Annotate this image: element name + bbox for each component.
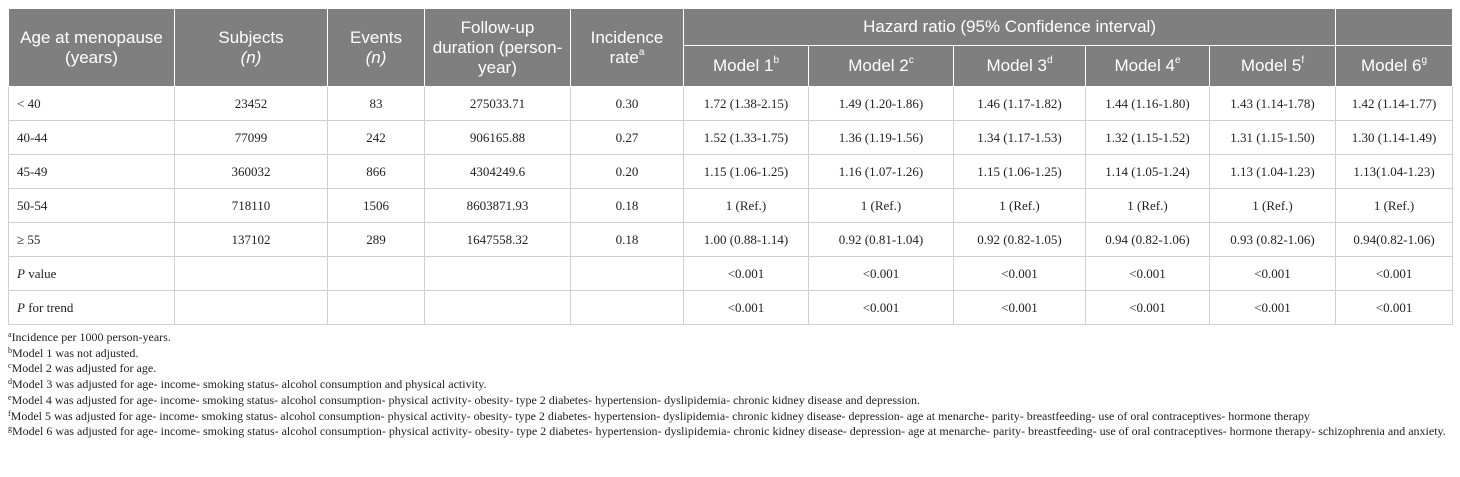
empty-cell	[425, 257, 571, 291]
model-2-cell: 1.36 (1.19-1.56)	[809, 121, 954, 155]
col-header-model-6	[1336, 46, 1453, 87]
col-header-followup-label: Follow-up duration (person-year)	[432, 17, 563, 77]
model-4-cell: 0.94 (0.82-1.06)	[1086, 223, 1210, 257]
table-row	[9, 223, 1453, 257]
model-3-footnote-mark: d	[1046, 55, 1053, 66]
events-cell: 866	[328, 155, 425, 189]
model-4-footnote-mark: e	[1174, 55, 1181, 66]
p-trend-label-p: P	[17, 299, 25, 315]
model-1-cell: 1.52 (1.33-1.75)	[684, 121, 809, 155]
footnote-a	[8, 330, 1452, 346]
col-header-model-1	[684, 46, 809, 87]
empty-cell	[571, 291, 684, 325]
subjects-cell: 718110	[175, 189, 328, 223]
model-1-cell: 1.15 (1.06-1.25)	[684, 155, 809, 189]
footnote-text: Model 5 was adjusted for age- income- smoking status- alcohol consumption- physical activity- obesity- type 2 diabetes- hypertension- dyslipidemia- chronic kidney disease- depression- age at menarche- parity- breastfeeding- use of oral contraceptives- hormone therapy	[10, 408, 1310, 423]
model-5-cell: 1 (Ref.)	[1210, 189, 1336, 223]
model-3-cell: 0.92 (0.82-1.05)	[954, 223, 1086, 257]
model-4-p-cell: <0.001	[1086, 257, 1210, 291]
footnote-f	[8, 409, 1452, 425]
model-2-trend-cell: <0.001	[809, 291, 954, 325]
model-5-p-cell: <0.001	[1210, 257, 1336, 291]
footnote-mark: c	[8, 361, 12, 371]
model-6-label: Model 6	[1361, 56, 1422, 75]
model-1-p-cell: <0.001	[684, 257, 809, 291]
model-3-cell: 1.15 (1.06-1.25)	[954, 155, 1086, 189]
footnote-mark: f	[8, 408, 11, 418]
results-table-container	[8, 8, 1452, 440]
model-6-p-cell: <0.001	[1336, 257, 1453, 291]
p-trend-row	[9, 291, 1453, 325]
footnote-text: Model 2 was adjusted for age.	[11, 361, 157, 376]
model-4-trend-cell: <0.001	[1086, 291, 1210, 325]
model-5-label: Model 5	[1240, 56, 1302, 75]
footnote-mark: a	[8, 330, 12, 339]
model-6-cell: 1.30 (1.14-1.49)	[1336, 121, 1453, 155]
model-5-footnote-mark: f	[1301, 55, 1305, 66]
age-cell: 45-49	[9, 155, 175, 189]
events-cell: 83	[328, 87, 425, 121]
footnote-e	[8, 393, 1452, 409]
age-cell: 50-54	[9, 189, 175, 223]
model-5-cell: 1.43 (1.14-1.78)	[1210, 87, 1336, 121]
footnote-c	[8, 361, 1452, 377]
col-header-incidence-label: Incidence rate	[590, 27, 664, 67]
col-header-model-3	[954, 46, 1086, 87]
subjects-cell: 77099	[175, 121, 328, 155]
col-header-followup	[425, 9, 571, 87]
footnote-b	[8, 346, 1452, 362]
model-3-cell: 1 (Ref.)	[954, 189, 1086, 223]
footnote-g	[8, 424, 1452, 440]
empty-cell	[328, 291, 425, 325]
subjects-cell: 23452	[175, 87, 328, 121]
followup-cell: 906165.88	[425, 121, 571, 155]
model-2-footnote-mark: c	[908, 55, 914, 66]
footnote-mark: b	[8, 345, 12, 355]
subjects-cell: 137102	[175, 223, 328, 257]
model-4-label: Model 4	[1114, 56, 1175, 75]
col-header-age-label: Age at menopause (years)	[20, 27, 163, 67]
footnote-d	[8, 377, 1452, 393]
footnote-mark: e	[8, 392, 12, 402]
col-header-model-5	[1210, 46, 1336, 87]
model-3-label: Model 3	[986, 56, 1047, 75]
table-row	[9, 121, 1453, 155]
model-6-cell: 1.42 (1.14-1.77)	[1336, 87, 1453, 121]
events-cell: 242	[328, 121, 425, 155]
age-cell: ≥ 55	[9, 223, 175, 257]
footnote-text: Model 4 was adjusted for age- income- smoking status- alcohol consumption- physical activity- obesity- type 2 diabetes- hypertension- dyslipidemia- chronic kidney disease and depression.	[11, 392, 921, 407]
followup-cell: 1647558.32	[425, 223, 571, 257]
incidence-cell: 0.27	[571, 121, 684, 155]
model-1-cell: 1.72 (1.38-2.15)	[684, 87, 809, 121]
footnote-text: Model 6 was adjusted for age- income- smoking status- alcohol consumption- physical activity- obesity- type 2 diabetes- hypertension- dyslipidemia- chronic kidney disease- depression- age at menarche- parity- breastfeeding- use of oral contraceptives- hormone therapy- schizophrenia and anxiety.	[12, 424, 1446, 439]
col-header-hazard-ratio	[684, 9, 1336, 46]
model-6-cell: 0.94(0.82-1.06)	[1336, 223, 1453, 257]
followup-cell: 8603871.93	[425, 189, 571, 223]
model-1-trend-cell: <0.001	[684, 291, 809, 325]
events-cell: 289	[328, 223, 425, 257]
model-3-p-cell: <0.001	[954, 257, 1086, 291]
empty-cell	[175, 257, 328, 291]
model-5-trend-cell: <0.001	[1210, 291, 1336, 325]
followup-cell: 4304249.6	[425, 155, 571, 189]
events-cell: 1506	[328, 189, 425, 223]
model-2-label: Model 2	[848, 56, 909, 75]
model-5-cell: 0.93 (0.82-1.06)	[1210, 223, 1336, 257]
model-5-cell: 1.13 (1.04-1.23)	[1210, 155, 1336, 189]
footnotes	[8, 330, 1452, 440]
age-cell: < 40	[9, 87, 175, 121]
empty-cell	[571, 257, 684, 291]
table-row	[9, 189, 1453, 223]
col-header-events-unit: (n)	[365, 47, 387, 67]
followup-cell: 275033.71	[425, 87, 571, 121]
footnote-mark: d	[8, 377, 12, 387]
subjects-cell: 360032	[175, 155, 328, 189]
model-6-cell: 1 (Ref.)	[1336, 189, 1453, 223]
model-2-cell: 1 (Ref.)	[809, 189, 954, 223]
col-header-hazard-ratio-label: Hazard ratio (95% Confidence interval)	[863, 17, 1156, 36]
model-4-cell: 1.14 (1.05-1.24)	[1086, 155, 1210, 189]
model-3-cell: 1.46 (1.17-1.82)	[954, 87, 1086, 121]
p-value-row	[9, 257, 1453, 291]
model-6-footnote-mark: g	[1421, 55, 1428, 66]
col-header-subjects-label: Subjects	[218, 27, 284, 47]
model-4-cell: 1.44 (1.16-1.80)	[1086, 87, 1210, 121]
col-header-subjects	[175, 9, 328, 87]
footnote-mark: g	[8, 424, 12, 434]
model-6-trend-cell: <0.001	[1336, 291, 1453, 325]
footnote-text: Incidence per 1000 person-years.	[11, 330, 171, 344]
model-3-trend-cell: <0.001	[954, 291, 1086, 325]
col-header-blank	[1336, 9, 1453, 46]
empty-cell	[175, 291, 328, 325]
col-header-incidence-footnote-mark: a	[638, 46, 645, 58]
empty-cell	[328, 257, 425, 291]
p-value-label	[9, 257, 175, 291]
model-2-cell: 1.49 (1.20-1.86)	[809, 87, 954, 121]
col-header-model-2	[809, 46, 954, 87]
col-header-age	[9, 9, 175, 87]
p-value-label-text: value	[24, 265, 57, 281]
col-header-events	[328, 9, 425, 87]
p-trend-label-text: for trend	[24, 299, 74, 315]
incidence-cell: 0.18	[571, 189, 684, 223]
model-6-cell: 1.13(1.04-1.23)	[1336, 155, 1453, 189]
model-1-cell: 1.00 (0.88-1.14)	[684, 223, 809, 257]
model-1-footnote-mark: b	[773, 55, 780, 66]
age-cell: 40-44	[9, 121, 175, 155]
table-row	[9, 155, 1453, 189]
empty-cell	[425, 291, 571, 325]
model-4-cell: 1 (Ref.)	[1086, 189, 1210, 223]
p-value-label-p: P	[17, 265, 25, 281]
hazard-ratio-table	[8, 8, 1453, 325]
model-2-p-cell: <0.001	[809, 257, 954, 291]
col-header-model-4	[1086, 46, 1210, 87]
model-4-cell: 1.32 (1.15-1.52)	[1086, 121, 1210, 155]
model-5-cell: 1.31 (1.15-1.50)	[1210, 121, 1336, 155]
incidence-cell: 0.18	[571, 223, 684, 257]
model-2-cell: 0.92 (0.81-1.04)	[809, 223, 954, 257]
col-header-subjects-unit: (n)	[240, 47, 262, 67]
incidence-cell: 0.30	[571, 87, 684, 121]
model-1-cell: 1 (Ref.)	[684, 189, 809, 223]
header-row-top	[9, 9, 1453, 46]
footnote-text: Model 3 was adjusted for age- income- smoking status- alcohol consumption and physical activity.	[12, 377, 487, 392]
model-3-cell: 1.34 (1.17-1.53)	[954, 121, 1086, 155]
model-2-cell: 1.16 (1.07-1.26)	[809, 155, 954, 189]
col-header-incidence	[571, 9, 684, 87]
incidence-cell: 0.20	[571, 155, 684, 189]
p-trend-label	[9, 291, 175, 325]
model-1-label: Model 1	[712, 56, 774, 75]
table-row	[9, 87, 1453, 121]
footnote-text: Model 1 was not adjusted.	[12, 345, 139, 360]
col-header-events-label: Events	[350, 27, 402, 47]
